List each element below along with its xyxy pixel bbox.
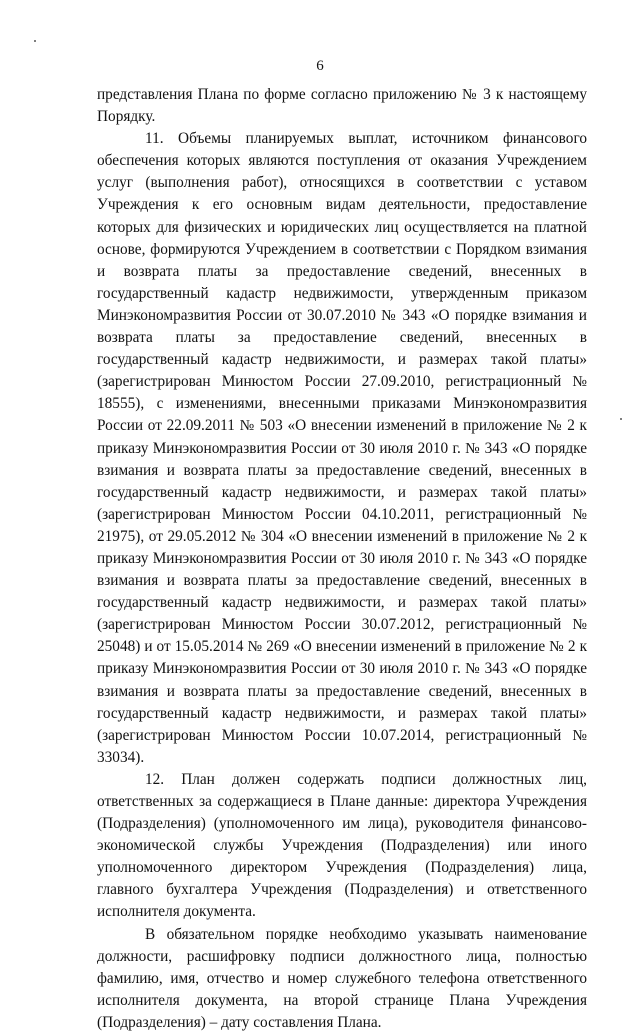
paragraph-11: 11. Объемы планируемых выплат, источником финансового обеспечения которых являются поступления от оказания Учреждением услуг (выполнения работ), относящихся в соответствии с уставом Учреждения к его основным видам деятельности, предоставление которых для физических и юридических лиц осуществляется на платной основе, формируются Учреждением в соответствии с Порядком взимания и возврата платы за предоставление сведений, внесенных в государственный кадастр недвижимости, утвержденным приказом Минэкономразвития России от 30.07.2010 № 343 «О порядке взимания и возврата платы за предоставление сведений, внесенных в государственный кадастр недвижимости, и размерах такой платы» (зарегистрирован Минюстом России 27.09.2010, регистрационный № 18555), с изменениями, внесенными приказами Минэкономразвития России от 22.09.2011 № 503 «О внесении изменений в приложение № 2 к приказу Минэкономразвития России от 30 июля 2010 г. № 343 «О порядке взимания и возврата платы за предоставление сведений, внесенных в государственный кадастр недвижимости, и размерах такой платы» (зарегистрирован Минюстом России 04.10.2011, регистрационный № 21975), от 29.05.2012 № 304 «О внесении изменений в приложение № 2 к приказу Минэкономразвития России от 30 июля 2010 г. № 343 «О порядке взимания и возврата платы за предоставление сведений, внесенных в государственный кадастр недвижимости, и размерах такой платы» (зарегистрирован Минюстом России 30.07.2012, регистрационный № 25048) и от 15.05.2014 № 269 «О внесении изменений в приложение № 2 к приказу Минэкономразвития России от 30 июля 2010 г. № 343 «О порядке взимания и возврата платы за предоставление сведений, внесенных в государственный кадастр недвижимости, и размерах такой платы» (зарегистрирован Минюстом России 10.07.2014, регистрационный № 33034). <box>97 130 587 766</box>
paragraph-continuation: представления Плана по форме согласно приложению № 3 к настоящему Порядку. <box>97 86 587 126</box>
scan-speck <box>620 418 622 420</box>
paragraph-mandatory: В обязательном порядке необходимо указывать наименование должности, расшифровку подписи должностного лица, полностью фамилию, имя, отчество и номер служебного телефона ответственного исполнителя документа, на второй странице Плана Учреждения (Подразделения) – дату составления Плана. <box>97 925 587 1031</box>
paragraph-12: 12. План должен содержать подписи должностных лиц, ответственных за содержащиеся в Плане данные: директора Учреждения (Подразделения) (уполномоченного им лица), руководителя финансово-экономической службы Учреждения (Подразделения) или иного уполномоченного директором Учреждения (Подразделения) лица, главного бухгалтера Учреждения (Подразделения) и ответственного исполнителя документа. <box>97 770 587 921</box>
page-number: 6 <box>316 58 324 74</box>
document-body <box>97 84 587 1034</box>
scan-speck <box>34 40 36 42</box>
